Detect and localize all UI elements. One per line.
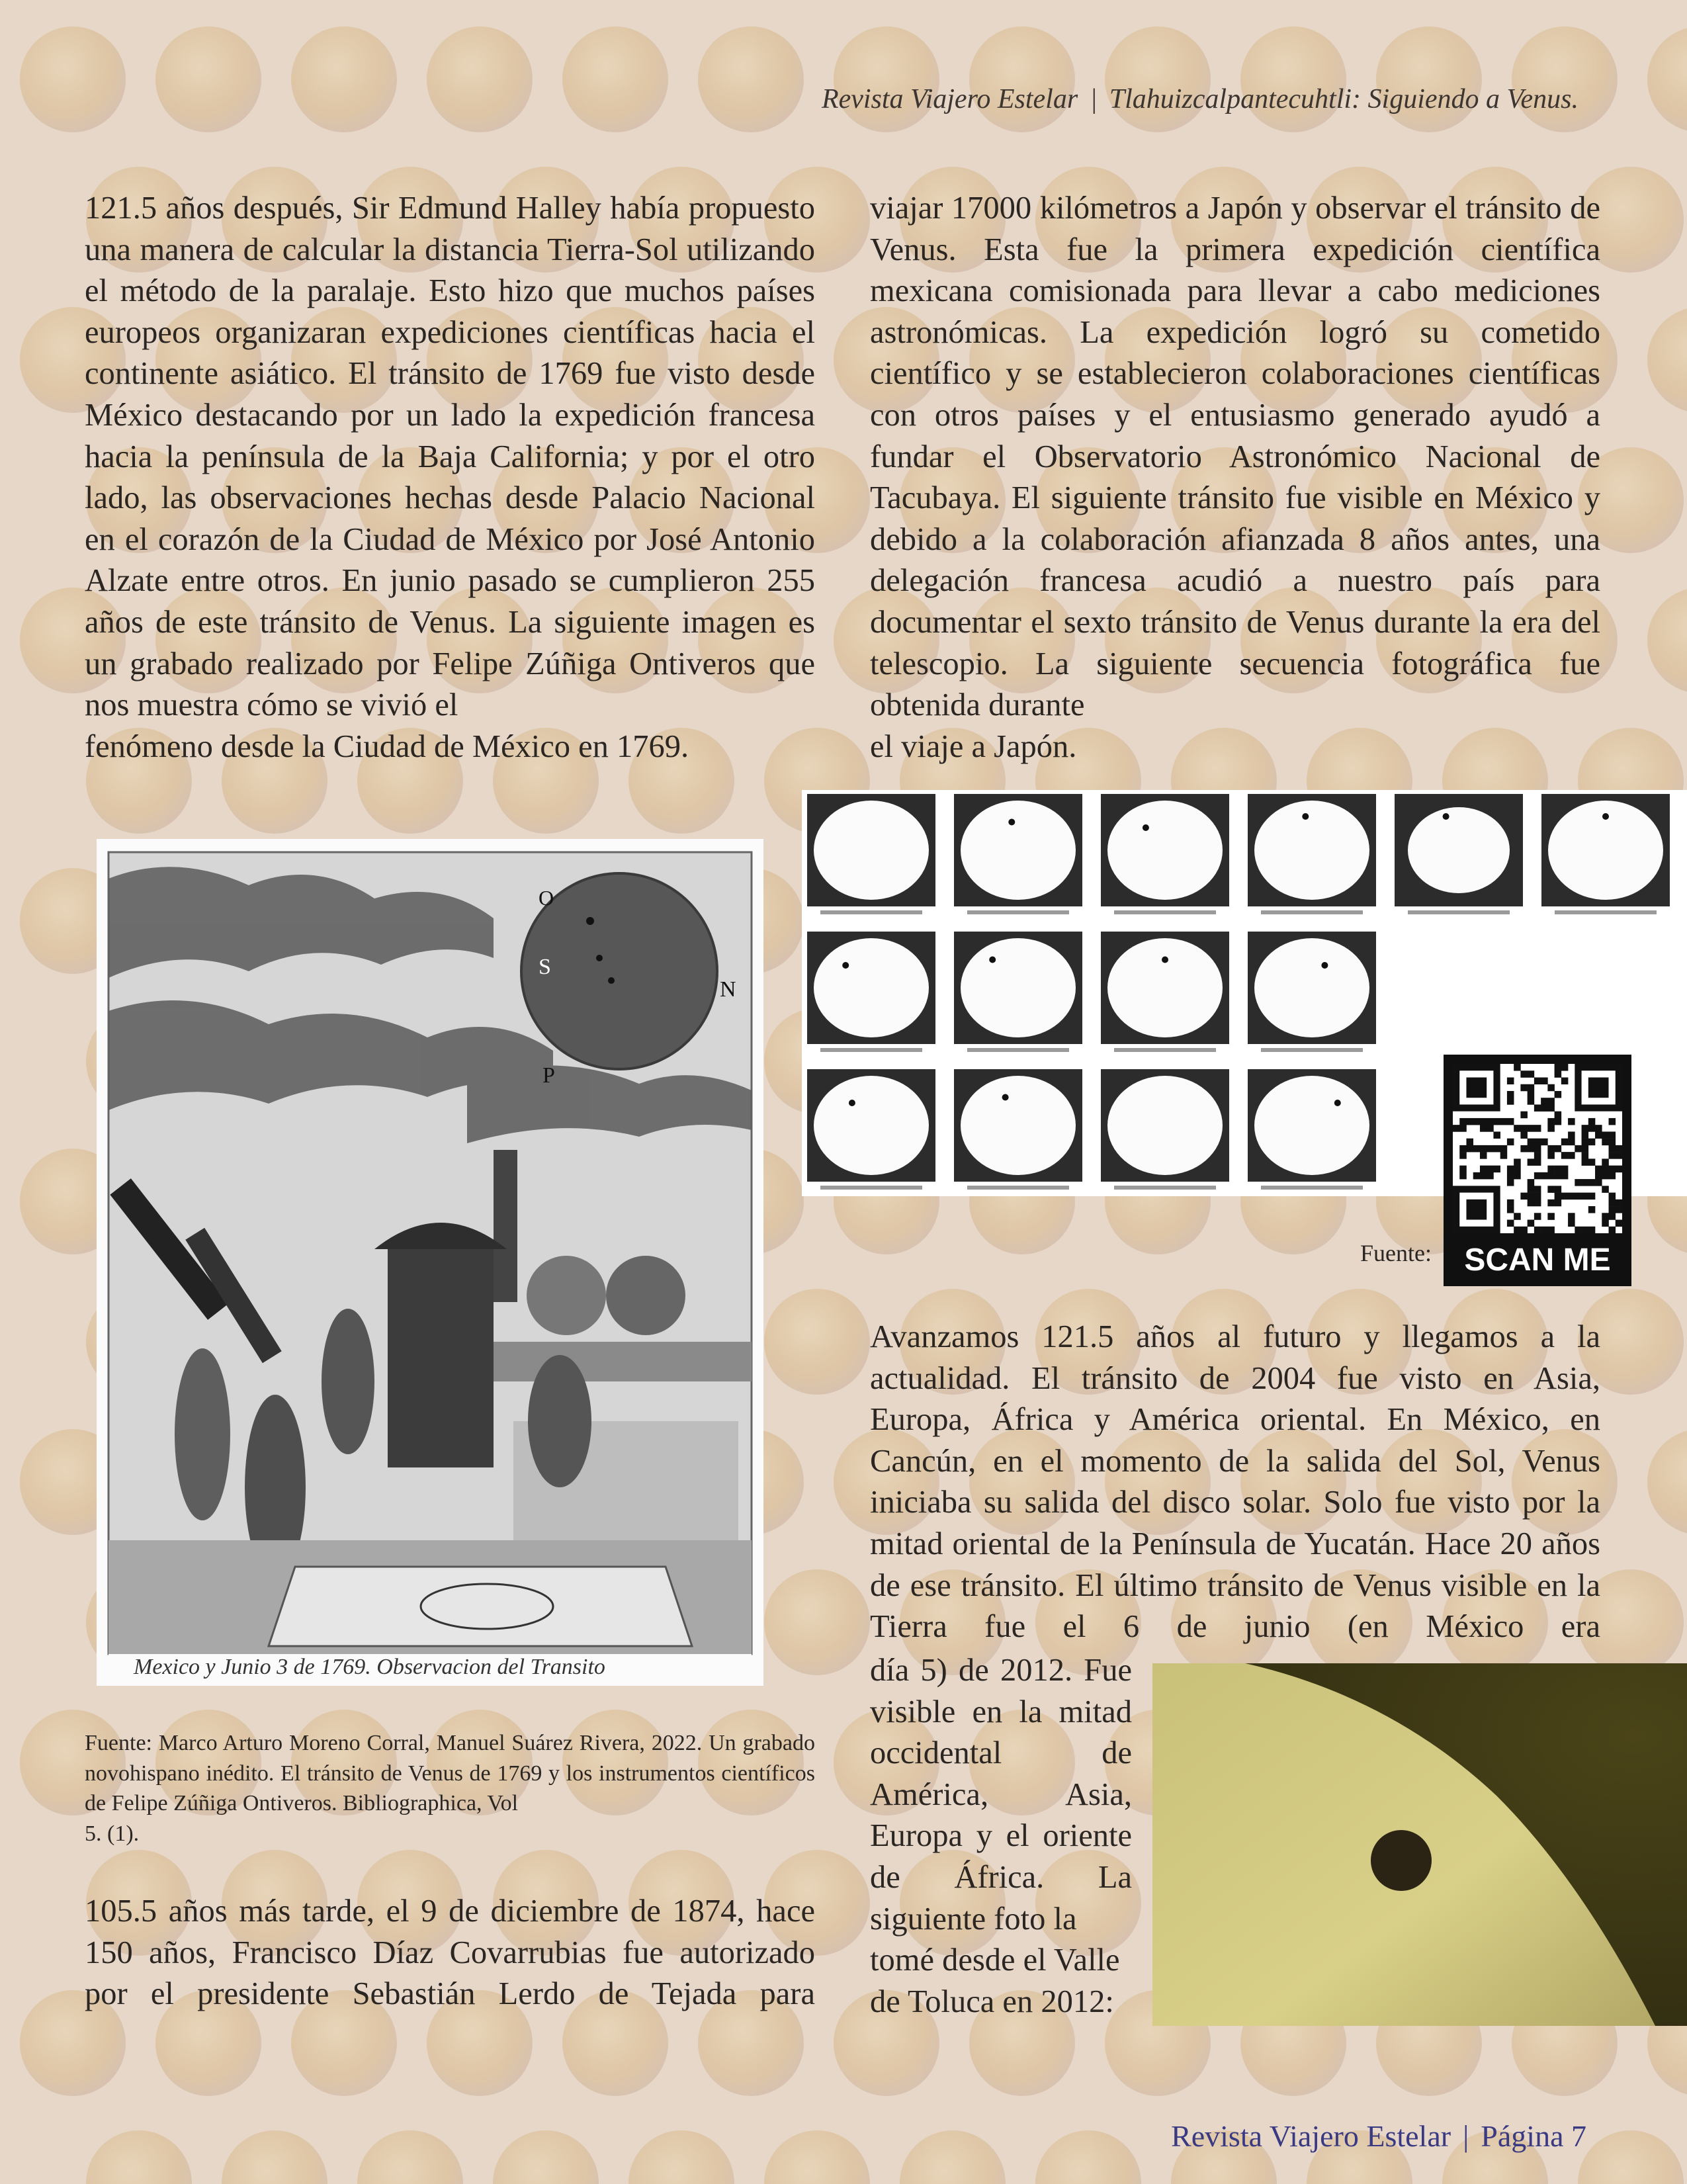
paragraph-expedition-last-line: el viaje a Japón. bbox=[870, 728, 1077, 764]
paragraph-2004-transit: Avanzamos 121.5 años al futuro y llegamos a la actualidad. El tránsito de 2004 fue visto en Asia, Europa, África y América oriental. En México, en Cancún, en el momento de la salida del Sol, Venus iniciaba su salida del disco solar. Solo fue visto por la mitad oriental de la Península de Yucatán. Hace 20 años de ese tránsito. El último tránsito de Venus visible en la Tierra fue el 6 de junio (en México era bbox=[870, 1319, 1600, 1645]
background-planet-disc bbox=[900, 2130, 1006, 2184]
background-planet-disc bbox=[1647, 307, 1687, 413]
background-planet-disc bbox=[764, 2130, 870, 2184]
transit-photo-frame bbox=[954, 932, 1082, 1052]
engraving-letter-p: P bbox=[542, 1063, 555, 1088]
paragraph-expedition bbox=[870, 188, 1600, 809]
transit-photo-frame bbox=[954, 1069, 1082, 1190]
right-column-2012-transit bbox=[870, 1650, 1132, 2064]
background-planet-disc bbox=[628, 2130, 734, 2184]
header-separator: | bbox=[1090, 84, 1098, 114]
footer-magazine-title: Revista Viajero Estelar bbox=[1171, 2119, 1451, 2153]
transit-photo-frame bbox=[807, 1069, 935, 1190]
engraving-1769-transit bbox=[97, 839, 763, 1686]
background-planet-disc bbox=[1512, 26, 1618, 132]
qr-scan-me-label: SCAN ME bbox=[1464, 1243, 1611, 1278]
transit-photo-frame bbox=[1101, 794, 1229, 914]
transit-photo-frame bbox=[1395, 794, 1523, 914]
background-planet-disc bbox=[222, 2130, 327, 2184]
background-planet-disc bbox=[969, 26, 1075, 132]
transit-photo-frame bbox=[1248, 794, 1376, 914]
background-planet-disc bbox=[834, 26, 939, 132]
page-footer bbox=[1171, 2118, 1586, 2154]
paragraph-expedition-text: viajar 17000 kilómetros a Japón y observar el tránsito de Venus. Esta fue la primera expedición científica mexicana comisionada para llevar a cabo mediciones astronómicas. La expedición logró su cometido científico y se establecieron colaboraciones científicas con otros países y el entusiasmo generado ayudó a fundar el Observatorio Astronómico Nacional de Tacubaya. El siguiente tránsito fue visible en México y debido a la colaboración afianzada 8 años antes, una delegación francesa acudió a nuestro país para documentar el sexto tránsito de Venus durante la era del telescopio. La siguiente secuencia fotográfica fue obtenida durante bbox=[870, 191, 1600, 723]
background-planet-disc bbox=[155, 26, 261, 132]
background-planet-disc bbox=[1240, 26, 1346, 132]
left-column-intro bbox=[85, 188, 815, 809]
paragraph-covarrubias: 105.5 años más tarde, el 9 de diciembre de 1874, hace 150 años, Francisco Díaz Covarrubias fue autorizado por el presidente Sebastián Lerdo de Tejada para bbox=[85, 1894, 815, 2012]
transit-photo-frame bbox=[1541, 794, 1670, 914]
transit-photo-frame bbox=[1248, 1069, 1376, 1190]
engraving-illustration bbox=[97, 839, 763, 1686]
paragraph-halley-last-line: fenómeno desde la Ciudad de México en 1769. bbox=[85, 728, 689, 764]
paragraph-halley-text: 121.5 años después, Sir Edmund Halley había propuesto una manera de calcular la distancia Tierra-Sol utilizando el método de la paralaje. Esto hizo que muchos países europeos organizaran expediciones científicas hacia el continente asiático. El tránsito de 1769 fue visto desde México destacando por un lado la expedición francesa hacia la península de la Baja California; y por el otro lado, las observaciones hechas desde Palacio Nacional en el corazón de la Ciudad de México por José Antonio Alzate entre otros. En junio pasado se cumplieron 255 años de este tránsito de Venus. La siguiente imagen es un grabado realizado por Felipe Zúñiga Ontiveros que nos muestra cómo se vivió el bbox=[85, 191, 815, 723]
paragraph-halley bbox=[85, 188, 815, 809]
running-header bbox=[822, 83, 1579, 115]
qr-code-icon[interactable] bbox=[1444, 1055, 1631, 1286]
left-column-covarrubias bbox=[85, 1891, 815, 2056]
background-planet-disc bbox=[291, 26, 397, 132]
engraving-letter-n: N bbox=[720, 977, 736, 1002]
transit-photo-frame bbox=[1101, 932, 1229, 1052]
header-magazine-title: Revista Viajero Estelar bbox=[821, 84, 1078, 114]
right-column-expedition bbox=[870, 188, 1600, 809]
right-column-2004-transit bbox=[870, 1317, 1600, 1689]
background-planet-disc bbox=[86, 2130, 192, 2184]
engraving-letter-s: S bbox=[539, 955, 551, 979]
background-planet-disc bbox=[562, 26, 668, 132]
footer-separator: | bbox=[1463, 2119, 1469, 2153]
engraving-source-caption bbox=[85, 1728, 815, 1849]
background-planet-disc bbox=[1647, 1429, 1687, 1535]
background-planet-disc bbox=[698, 26, 804, 132]
transit-photo-frame bbox=[1248, 932, 1376, 1052]
transit-photo-frame bbox=[954, 794, 1082, 914]
paragraph-2012-transit bbox=[870, 1650, 1132, 2064]
footer-page-number: Página 7 bbox=[1481, 2119, 1586, 2153]
caption-last-line: 5. (1). bbox=[85, 1821, 140, 1846]
background-planet-disc bbox=[1578, 2130, 1684, 2184]
background-planet-disc bbox=[1035, 2130, 1141, 2184]
engraving-inscription: Mexico y Junio 3 de 1769. Observacion del Transito bbox=[134, 1655, 605, 1679]
transit-photo-frame bbox=[807, 794, 935, 914]
transit-photo-frame bbox=[1101, 1069, 1229, 1190]
background-planet-disc bbox=[1105, 26, 1211, 132]
paragraph-2012-transit-text: día 5) de 2012. Fue visible en la mitad occidental de América, Asia, Europa y el oriente de África. La siguiente foto la bbox=[870, 1653, 1132, 1937]
background-planet-disc bbox=[1376, 26, 1482, 132]
engraving-letter-o: O bbox=[539, 886, 554, 910]
background-planet-disc bbox=[20, 26, 126, 132]
qr-source-label: Fuente: bbox=[1360, 1240, 1432, 1266]
background-planet-disc bbox=[493, 2130, 599, 2184]
background-planet-disc bbox=[764, 1569, 870, 1675]
paragraph-2012-transit-last-line: tomé desde el Valle de Toluca en 2012: bbox=[870, 1943, 1120, 2019]
background-planet-disc bbox=[1647, 26, 1687, 132]
sun-disc-photo bbox=[1152, 1663, 1687, 2026]
caption-text: Fuente: Marco Arturo Moreno Corral, Manuel Suárez Rivera, 2022. Un grabado novohispano inédito. El tránsito de Venus de 1769 y los instrumentos científicos de Felipe Zúñiga Ontiveros. Bibliographica, Vol bbox=[85, 1731, 815, 1815]
photo-2012-venus-transit bbox=[1152, 1663, 1687, 2026]
background-planet-disc bbox=[427, 26, 533, 132]
background-planet-disc bbox=[1647, 588, 1687, 693]
header-article-title: Tlahuizcalpantecuhtli: Siguiendo a Venus. bbox=[1109, 84, 1579, 114]
background-planet-disc bbox=[764, 1289, 870, 1395]
transit-photo-frame bbox=[807, 932, 935, 1052]
qr-code-block[interactable] bbox=[1444, 1055, 1631, 1286]
background-planet-disc bbox=[357, 2130, 463, 2184]
